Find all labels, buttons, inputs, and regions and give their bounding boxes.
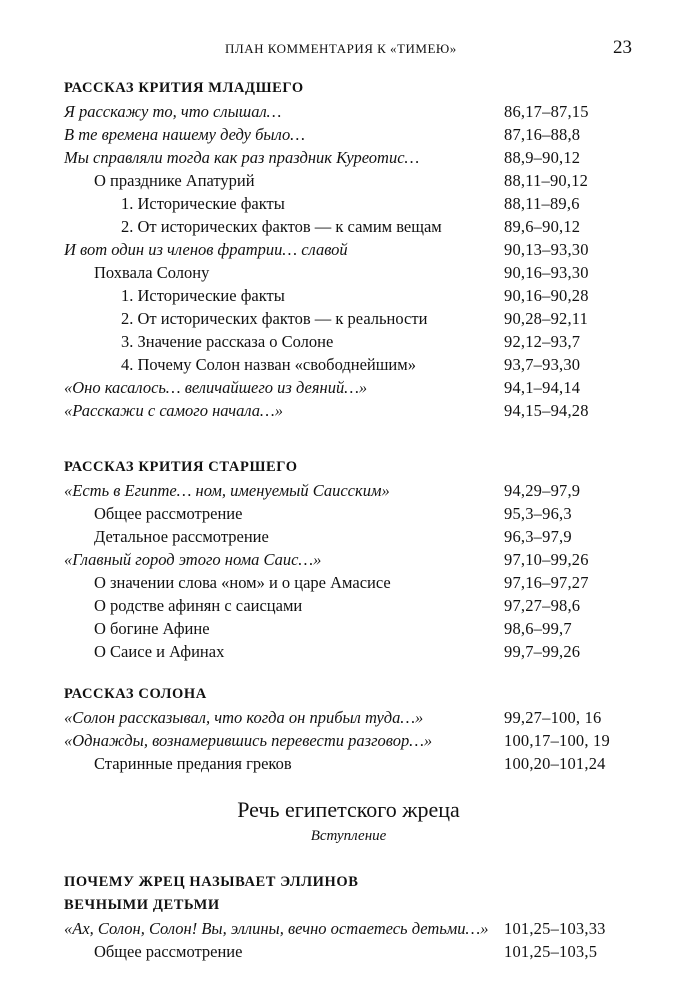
- outline-entry: [64, 330, 624, 353]
- outline-entry: [64, 594, 624, 617]
- entry-reference: 88,9–90,12: [504, 148, 581, 167]
- entry-reference: 99,7–99,26: [504, 642, 581, 661]
- entry-reference: 86,17–87,15: [504, 102, 589, 121]
- entry-text: О Саисе и Афинах: [94, 642, 225, 661]
- outline-entry: [64, 100, 624, 123]
- entry-text: «Есть в Египте… ном, именуемый Саисским»: [64, 481, 390, 500]
- entry-reference: 97,10–99,26: [504, 550, 589, 569]
- entry-reference: 87,16–88,8: [504, 125, 581, 144]
- outline-entry: [64, 640, 624, 663]
- entry-text: О значении слова «ном» и о царе Амасисе: [94, 573, 391, 592]
- section-heading: РАССКАЗ СОЛОНА: [64, 686, 207, 702]
- entry-text: Похвала Солону: [94, 263, 210, 282]
- outline-entry: [64, 353, 624, 376]
- outline-entry: [64, 261, 624, 284]
- entry-reference: 96,3–97,9: [504, 527, 572, 546]
- entry-reference: 98,6–99,7: [504, 619, 572, 638]
- entry-text: Старинные предания греков: [94, 754, 292, 773]
- entry-text: 1. Исторические факты: [121, 286, 285, 305]
- entry-text: «Солон рассказывал, что когда он прибыл туда…»: [64, 708, 424, 727]
- outline-entry: [64, 123, 624, 146]
- section-solon: [64, 683, 624, 775]
- outline-entry: [64, 752, 624, 775]
- entry-reference: 94,15–94,28: [504, 401, 589, 420]
- entry-text: О празднике Апатурий: [94, 171, 255, 190]
- entry-reference: 97,16–97,27: [504, 573, 589, 592]
- entry-text: О богине Афине: [94, 619, 210, 638]
- entry-reference: 92,12–93,7: [504, 332, 581, 351]
- outline-entry: [64, 238, 624, 261]
- running-title: ПЛАН КОММЕНТАРИЯ К «ТИМЕЮ»: [225, 41, 457, 56]
- entry-text: Общее рассмотрение: [94, 504, 243, 523]
- entry-text: 3. Значение рассказа о Солоне: [121, 332, 334, 351]
- entry-reference: 89,6–90,12: [504, 217, 581, 236]
- outline-entry: [64, 729, 624, 752]
- entry-reference: 100,17–100, 19: [504, 731, 610, 750]
- outline-entry: [64, 399, 624, 422]
- entry-reference: 101,25–103,5: [504, 942, 598, 961]
- entry-reference: 88,11–90,12: [504, 171, 589, 190]
- entry-text: 2. От исторических фактов — к самим вещам: [121, 217, 442, 236]
- section-heading: РАССКАЗ КРИТИЯ МЛАДШЕГО: [64, 80, 304, 96]
- entry-text: Общее рассмотрение: [94, 942, 243, 961]
- outline-entry: [64, 706, 624, 729]
- entry-text: «Ах, Солон, Солон! Вы, эллины, вечно остаетесь детьми…»: [64, 919, 489, 938]
- section-critias-younger: [64, 77, 624, 422]
- entry-reference: 94,29–97,9: [504, 481, 581, 500]
- entry-text: Детальное рассмотрение: [94, 527, 269, 546]
- outline-entry: [64, 192, 624, 215]
- outline-entry: [64, 284, 624, 307]
- section-heading-line-2: ВЕЧНЫМИ ДЕТЬМИ: [64, 897, 220, 913]
- entry-reference: 95,3–96,3: [504, 504, 572, 523]
- outline-entry: [64, 215, 624, 238]
- outline-entry: [64, 376, 624, 399]
- section-critias-elder: [64, 456, 624, 663]
- outline-entry: [64, 502, 624, 525]
- entry-reference: 97,27–98,6: [504, 596, 581, 615]
- entry-reference: 88,11–89,6: [504, 194, 580, 213]
- outline-entry: [64, 307, 624, 330]
- contents-upper: [64, 77, 624, 775]
- chapter-title: Речь египетского жреца: [237, 797, 460, 822]
- entry-reference: 90,16–93,30: [504, 263, 589, 282]
- section-heading-line-1: ПОЧЕМУ ЖРЕЦ НАЗЫВАЕТ ЭЛЛИНОВ: [64, 874, 359, 890]
- running-header: [0, 37, 697, 61]
- page-number: 23: [613, 37, 632, 58]
- entry-reference: 99,27–100, 16: [504, 708, 602, 727]
- entry-text: О родстве афинян с саисцами: [94, 596, 303, 615]
- outline-entry: [64, 479, 624, 502]
- entry-reference: 93,7–93,30: [504, 355, 581, 374]
- outline-entry: [64, 917, 624, 940]
- contents-lower: [64, 871, 624, 963]
- entry-text: «Главный город этого нома Саис…»: [64, 550, 322, 569]
- section-gap: [64, 422, 624, 456]
- entry-text: Мы справляли тогда как раз праздник Куреотис…: [64, 148, 420, 167]
- entry-text: И вот один из членов фратрии… славой: [64, 240, 348, 259]
- entry-text: 4. Почему Солон назван «свободнейшим»: [121, 355, 416, 374]
- entry-text: «Однажды, вознамерившись перевести разговор…»: [64, 731, 433, 750]
- entry-reference: 90,16–90,28: [504, 286, 589, 305]
- entry-text: Я расскажу то, что слышал…: [64, 102, 282, 121]
- outline-entry: [64, 571, 624, 594]
- entry-text: «Расскажи с самого начала…»: [64, 401, 283, 420]
- outline-entry: [64, 940, 624, 963]
- chapter-subtitle: Вступление: [310, 828, 387, 844]
- entry-text: В те времена нашему деду было…: [64, 125, 305, 144]
- entry-reference: 101,25–103,33: [504, 919, 606, 938]
- entry-text: «Оно касалось… величайшего из деяний…»: [64, 378, 368, 397]
- outline-entry: [64, 525, 624, 548]
- outline-entry: [64, 617, 624, 640]
- entry-reference: 94,1–94,14: [504, 378, 581, 397]
- entry-text: 1. Исторические факты: [121, 194, 285, 213]
- outline-entry: [64, 169, 624, 192]
- entry-reference: 100,20–101,24: [504, 754, 606, 773]
- entry-text: 2. От исторических фактов — к реальности: [121, 309, 428, 328]
- section-gap: [64, 663, 624, 683]
- outline-entry: [64, 548, 624, 571]
- entry-reference: 90,13–93,30: [504, 240, 589, 259]
- entry-reference: 90,28–92,11: [504, 309, 589, 328]
- section-eternal-children: [64, 871, 624, 963]
- outline-entry: [64, 146, 624, 169]
- section-heading: РАССКАЗ КРИТИЯ СТАРШЕГО: [64, 459, 298, 475]
